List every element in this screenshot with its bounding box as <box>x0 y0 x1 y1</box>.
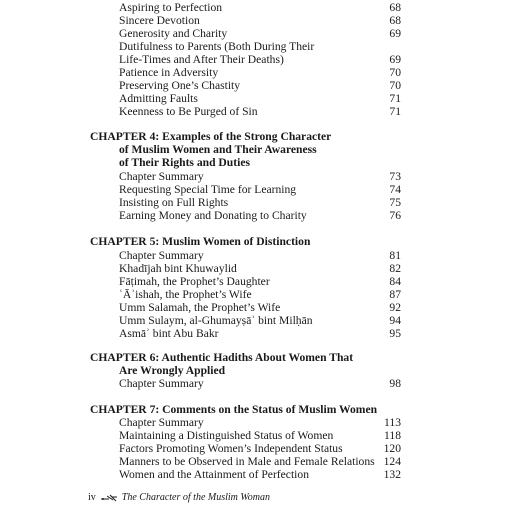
entry-page: 71 <box>389 92 401 105</box>
entry-page: 81 <box>389 249 401 262</box>
toc-entry <box>119 327 401 340</box>
chapter-heading-line: Are Wrongly Applied <box>119 364 226 377</box>
entry-page: 113 <box>384 416 401 429</box>
toc-entry <box>119 1 401 14</box>
toc-entry <box>119 288 401 301</box>
entry-page: 95 <box>389 327 401 340</box>
entry-label: Preserving One’s Chastity <box>119 79 241 92</box>
toc-entry <box>119 416 401 429</box>
pen-ornament-icon <box>100 494 118 502</box>
toc-entry <box>119 79 401 92</box>
entry-label: Sincere Devotion <box>119 14 200 27</box>
entry-label: Insisting on Full Rights <box>119 196 229 209</box>
entry-page: 98 <box>389 377 401 390</box>
chapter-heading: CHAPTER 7: Comments on the Status of Muslim Women <box>90 403 378 416</box>
entry-label: Umm Salamah, the Prophet’s Wife <box>119 301 281 314</box>
entry-label: ʿĀʾishah, the Prophet’s Wife <box>119 288 252 301</box>
entry-page: 75 <box>389 196 401 209</box>
toc-entry <box>119 53 401 66</box>
toc-entry <box>119 92 401 105</box>
entry-page: 92 <box>389 301 401 314</box>
entry-page: 120 <box>383 442 401 455</box>
toc-entry <box>119 209 401 222</box>
entry-label: Chapter Summary <box>119 416 204 429</box>
entry-label: Aspiring to Perfection <box>119 1 223 14</box>
entry-page: 132 <box>383 468 401 481</box>
toc-entry <box>119 314 401 327</box>
toc-entry <box>119 301 401 314</box>
entry-label: Chapter Summary <box>119 249 204 262</box>
toc-entry <box>119 249 401 262</box>
toc-entry <box>119 275 401 288</box>
entry-label: Fāṭimah, the Prophet’s Daughter <box>119 275 270 288</box>
entry-page: 118 <box>384 429 401 442</box>
entry-label: Chapter Summary <box>119 170 204 183</box>
entry-label: Women and the Attainment of Perfection <box>119 468 309 481</box>
toc-entry <box>119 40 401 53</box>
entry-page: 74 <box>389 183 401 196</box>
entry-label: Keenness to Be Purged of Sin <box>119 105 258 118</box>
entry-page: 82 <box>389 262 401 275</box>
toc-entry <box>119 468 401 481</box>
entry-label: Dutifulness to Parents (Both During Their <box>119 40 315 53</box>
chapter-heading: CHAPTER 5: Muslim Women of Distinction <box>90 235 311 248</box>
entry-label: Requesting Special Time for Learning <box>119 183 297 196</box>
entry-label: Manners to be Observed in Male and Female Relations <box>119 455 375 468</box>
entry-label: Khadījah bint Khuwaylid <box>119 262 237 275</box>
entry-label: Factors Promoting Women’s Independent Status <box>119 442 343 455</box>
footer-book-title: The Character of the Muslim Woman <box>121 492 271 503</box>
chapter-heading: CHAPTER 4: Examples of the Strong Character <box>90 130 332 143</box>
entry-page: 70 <box>389 79 401 92</box>
entry-page: 76 <box>389 209 401 222</box>
entry-label: Patience in Adversity <box>119 66 219 79</box>
toc-entry <box>119 66 401 79</box>
toc-entry <box>119 455 401 468</box>
chapter-heading-line: of Muslim Women and Their Awareness <box>119 143 317 156</box>
entry-label: Earning Money and Donating to Charity <box>119 209 307 222</box>
toc-entry <box>119 183 401 196</box>
entry-page: 94 <box>389 314 401 327</box>
entry-label: Umm Sulaym, al-Ghumayṣāʾ bint Milḥān <box>119 314 313 327</box>
entry-label: Asmāʾ bint Abu Bakr <box>119 327 219 340</box>
entry-page: 124 <box>383 455 401 468</box>
toc-entry <box>119 105 401 118</box>
entry-page: 69 <box>389 27 401 40</box>
toc-entry <box>119 377 401 390</box>
entry-label: Admitting Faults <box>119 92 198 105</box>
entry-page: 68 <box>389 14 401 27</box>
page-footer <box>88 492 270 504</box>
entry-page: 73 <box>389 170 401 183</box>
chapter-heading-line: of Their Rights and Duties <box>119 156 250 169</box>
entry-page: 69 <box>389 53 401 66</box>
toc-entry <box>119 14 401 27</box>
entry-label: Life-Times and After Their Deaths) <box>119 53 284 66</box>
entry-page: 70 <box>389 66 401 79</box>
toc-entry <box>119 196 401 209</box>
entry-label: Maintaining a Distinguished Status of Women <box>119 429 334 442</box>
toc-entry <box>119 442 401 455</box>
toc-entry <box>119 27 401 40</box>
entry-page: 68 <box>389 1 401 14</box>
toc-entry <box>119 170 401 183</box>
entry-page: 87 <box>389 288 401 301</box>
entry-page: 84 <box>389 275 401 288</box>
footer-page-number: iv <box>88 492 96 503</box>
entry-page: 71 <box>389 105 401 118</box>
entry-label: Chapter Summary <box>119 377 204 390</box>
entry-label: Generosity and Charity <box>119 27 228 40</box>
toc-entry <box>119 429 401 442</box>
toc-entry <box>119 262 401 275</box>
chapter-heading: CHAPTER 6: Authentic Hadiths About Women That <box>90 351 354 364</box>
